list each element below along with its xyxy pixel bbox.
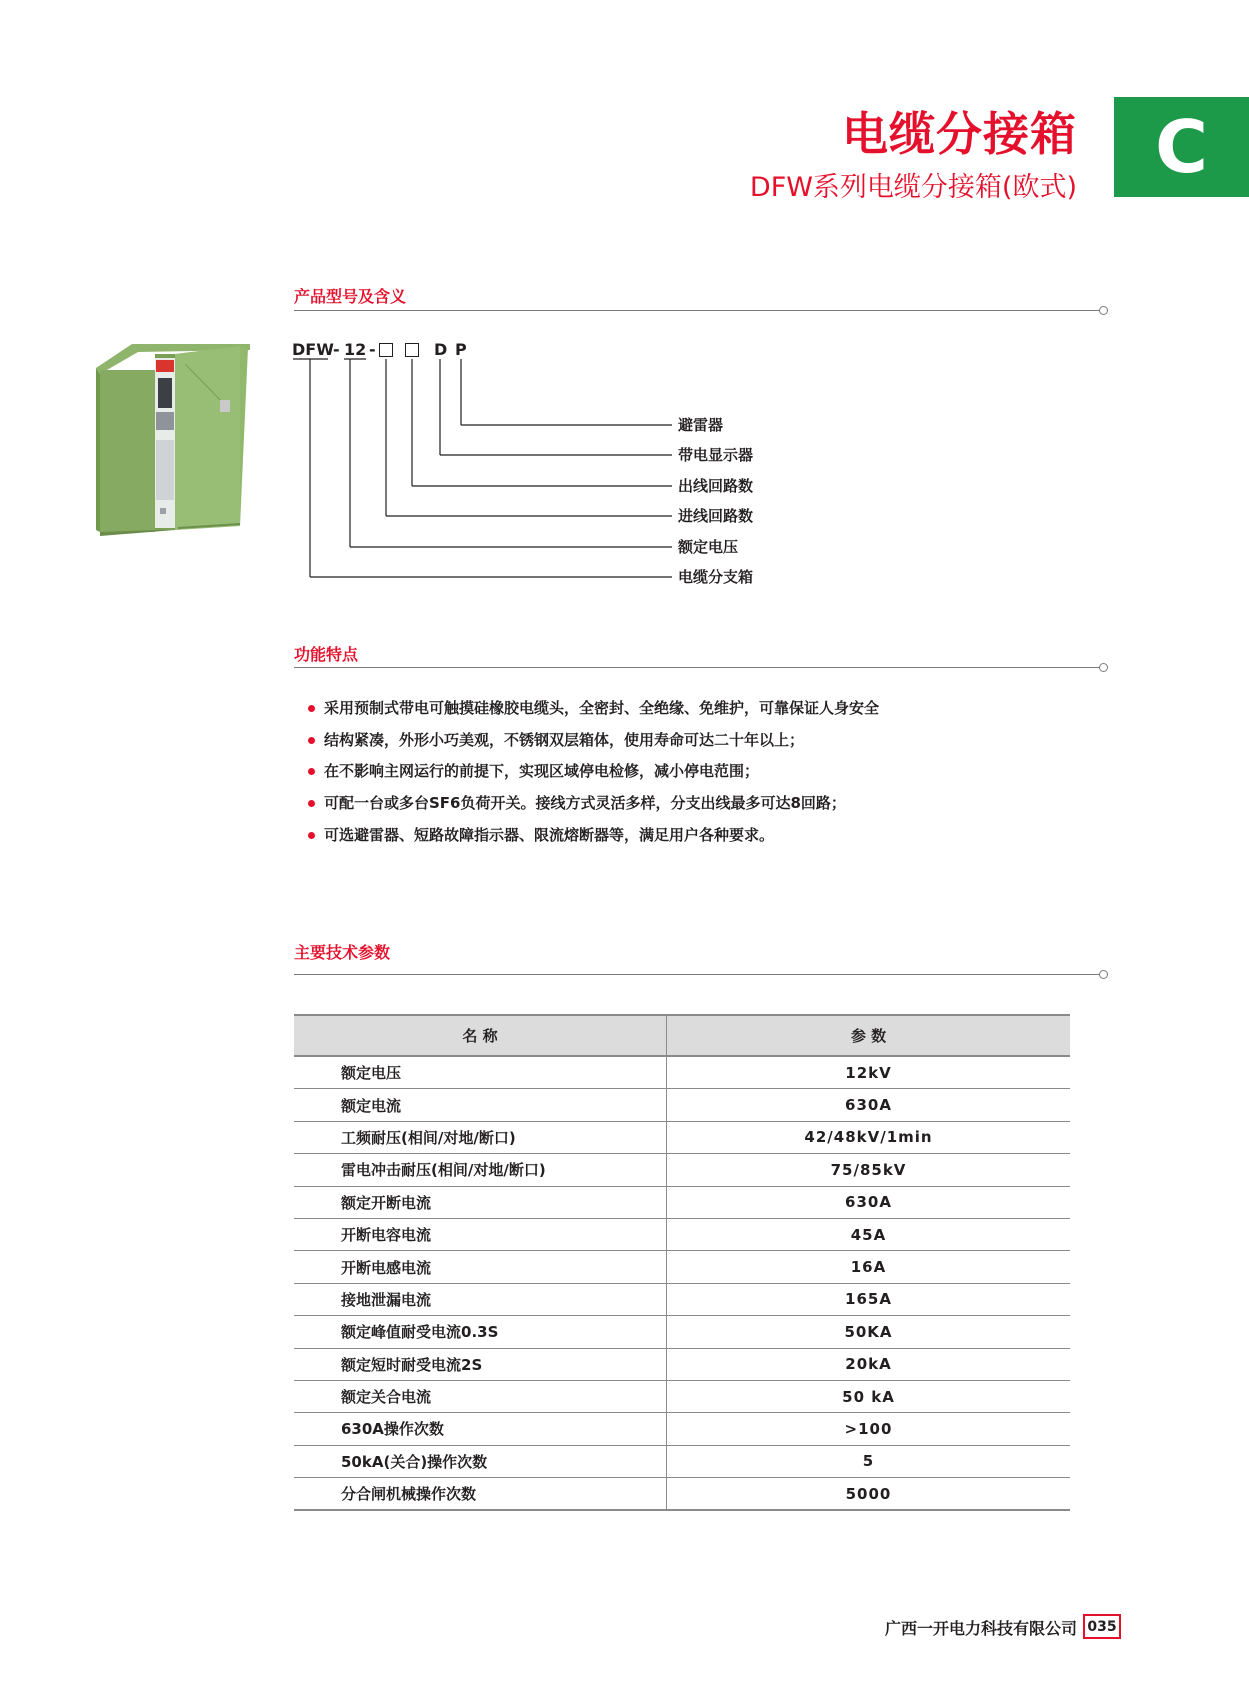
section-title-model: 产品型号及含义 xyxy=(294,287,407,306)
tree-label-cable-branch-box: 电缆分支箱 xyxy=(678,568,754,586)
table-header-row xyxy=(294,1015,1070,1056)
table-row: 额定电流 630A xyxy=(294,1089,1070,1121)
section-divider-end xyxy=(1099,970,1108,979)
table-row: 630A操作次数 >100 xyxy=(294,1413,1070,1445)
section-title-params: 主要技术参数 xyxy=(294,943,391,962)
tree-label-outgoing-circuits: 出线回路数 xyxy=(678,477,754,495)
feature-item: 可选避雷器、短路故障指示器、限流熔断器等，满足用户各种要求。 xyxy=(300,824,879,856)
bullet-icon xyxy=(308,800,315,807)
table-row: 接地泄漏电流 165A xyxy=(294,1283,1070,1315)
model-tree-lines xyxy=(0,0,1249,600)
page-title: 电缆分接箱 xyxy=(842,107,1077,161)
bullet-icon xyxy=(308,705,315,712)
feature-item: 结构紧凑，外形小巧美观，不锈钢双层箱体，使用寿命可达二十年以上； xyxy=(300,729,879,761)
table-row: 工频耐压(相间/对地/断口) 42/48kV/1min xyxy=(294,1121,1070,1153)
table-row: 额定峰值耐受电流0.3S 50KA xyxy=(294,1316,1070,1348)
bullet-icon xyxy=(308,768,315,775)
table-row: 额定开断电流 630A xyxy=(294,1186,1070,1218)
feature-item: 采用预制式带电可触摸硅橡胶电缆头，全密封、全绝缘、免维护，可靠保证人身安全 xyxy=(300,697,879,729)
bullet-icon xyxy=(308,832,315,839)
feature-item: 可配一台或多台SF6负荷开关。接线方式灵活多样，分支出线最多可达8回路； xyxy=(300,792,879,824)
column-header-name: 名 称 xyxy=(294,1015,667,1056)
tree-label-live-indicator: 带电显示器 xyxy=(678,446,754,464)
feature-list xyxy=(300,697,879,855)
model-code-voltage: 12 xyxy=(344,340,367,359)
params-table xyxy=(294,1014,1070,1511)
table-row: 雷电冲击耐压(相间/对地/断口) 75/85kV xyxy=(294,1154,1070,1186)
section-divider xyxy=(294,667,1100,668)
tree-label-lightning-arrester: 避雷器 xyxy=(678,416,724,434)
page-subtitle: DFW系列电缆分接箱(欧式) xyxy=(749,172,1077,203)
model-code-d: D xyxy=(434,340,448,359)
company-name: 广西一开电力科技有限公司 xyxy=(884,1619,1077,1638)
category-tab: C xyxy=(1114,97,1249,197)
table-row: 分合闸机械操作次数 5000 xyxy=(294,1478,1070,1511)
table-row: 额定关合电流 50 kA xyxy=(294,1380,1070,1412)
table-row: 50kA(关合)操作次数 5 xyxy=(294,1445,1070,1477)
table-row: 开断电感电流 16A xyxy=(294,1251,1070,1283)
table-row: 额定电压 12kV xyxy=(294,1056,1070,1089)
tree-label-incoming-circuits: 进线回路数 xyxy=(678,507,754,525)
feature-item: 在不影响主网运行的前提下，实现区域停电检修，减小停电范围； xyxy=(300,760,879,792)
table-row: 开断电容电流 45A xyxy=(294,1218,1070,1250)
model-code-dash: - xyxy=(369,340,376,359)
section-divider xyxy=(294,974,1100,975)
model-code-dash: - xyxy=(333,340,340,359)
section-title-features: 功能特点 xyxy=(294,645,359,664)
model-code-p: P xyxy=(455,340,467,359)
page-number: 035 xyxy=(1083,1614,1121,1639)
table-row: 额定短时耐受电流2S 20kA xyxy=(294,1348,1070,1380)
model-code-dfw: DFW xyxy=(292,340,334,359)
tree-label-rated-voltage: 额定电压 xyxy=(678,538,739,556)
column-header-value: 参 数 xyxy=(667,1015,1071,1056)
bullet-icon xyxy=(308,737,315,744)
section-divider-end xyxy=(1099,663,1108,672)
